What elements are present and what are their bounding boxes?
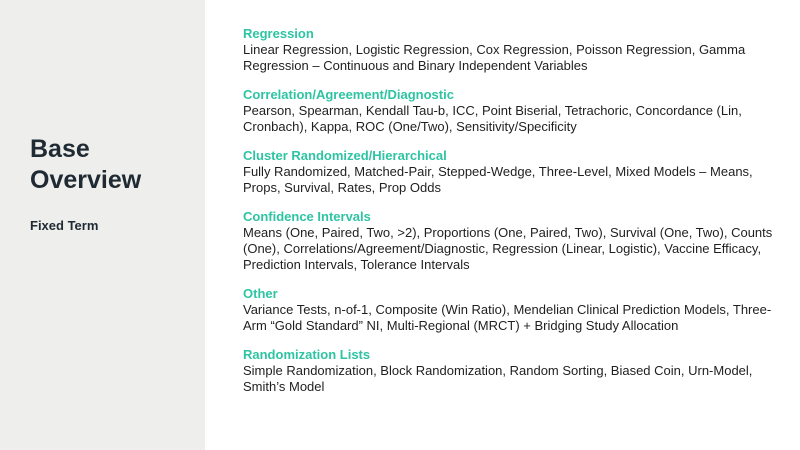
section-regression (243, 26, 788, 74)
section-heading: Correlation/Agreement/Diagnostic (243, 87, 454, 102)
section-correlation (243, 87, 788, 135)
section-heading: Regression (243, 26, 314, 41)
section-cluster (243, 148, 788, 196)
section-heading: Other (243, 286, 278, 301)
section-heading: Confidence Intervals (243, 209, 371, 224)
slide-title: Base Overview (30, 135, 142, 194)
section-confidence-intervals (243, 209, 788, 273)
section-body: Linear Regression, Logistic Regression, Cox Regression, Poisson Regression, Gamma Regression – Continuous and Binary Independent Variables (243, 42, 746, 73)
section-body: Means (One, Paired, Two, >2), Proportions (One, Paired, Two), Survival (One, Two), Counts (One), Correlations/Agreement/Diagnostic, Regression (Linear, Logistic), Vaccine Efficacy, Prediction Intervals, Tolerance Intervals (243, 225, 773, 272)
section-body: Variance Tests, n-of-1, Composite (Win Ratio), Mendelian Clinical Prediction Models, Three-Arm “Gold Standard” NI, Multi-Regional (MRCT) + Bridging Study Allocation (243, 302, 772, 333)
section-body: Fully Randomized, Matched-Pair, Stepped-Wedge, Three-Level, Mixed Models – Means, Props, Survival, Rates, Prop Odds (243, 164, 753, 195)
section-heading: Cluster Randomized/Hierarchical (243, 148, 447, 163)
section-body: Pearson, Spearman, Kendall Tau-b, ICC, Point Biserial, Tetrachoric, Concordance (Lin, Cronbach), Kappa, ROC (One/Two), Sensitivity/Specificity (243, 103, 742, 134)
section-randomization-lists (243, 347, 788, 395)
section-other (243, 286, 788, 334)
slide-subtitle: Fixed Term (30, 218, 99, 233)
content-area (243, 26, 788, 408)
section-heading: Randomization Lists (243, 347, 371, 362)
section-body: Simple Randomization, Block Randomization, Random Sorting, Biased Coin, Urn-Model, Smith’s Model (243, 363, 753, 394)
